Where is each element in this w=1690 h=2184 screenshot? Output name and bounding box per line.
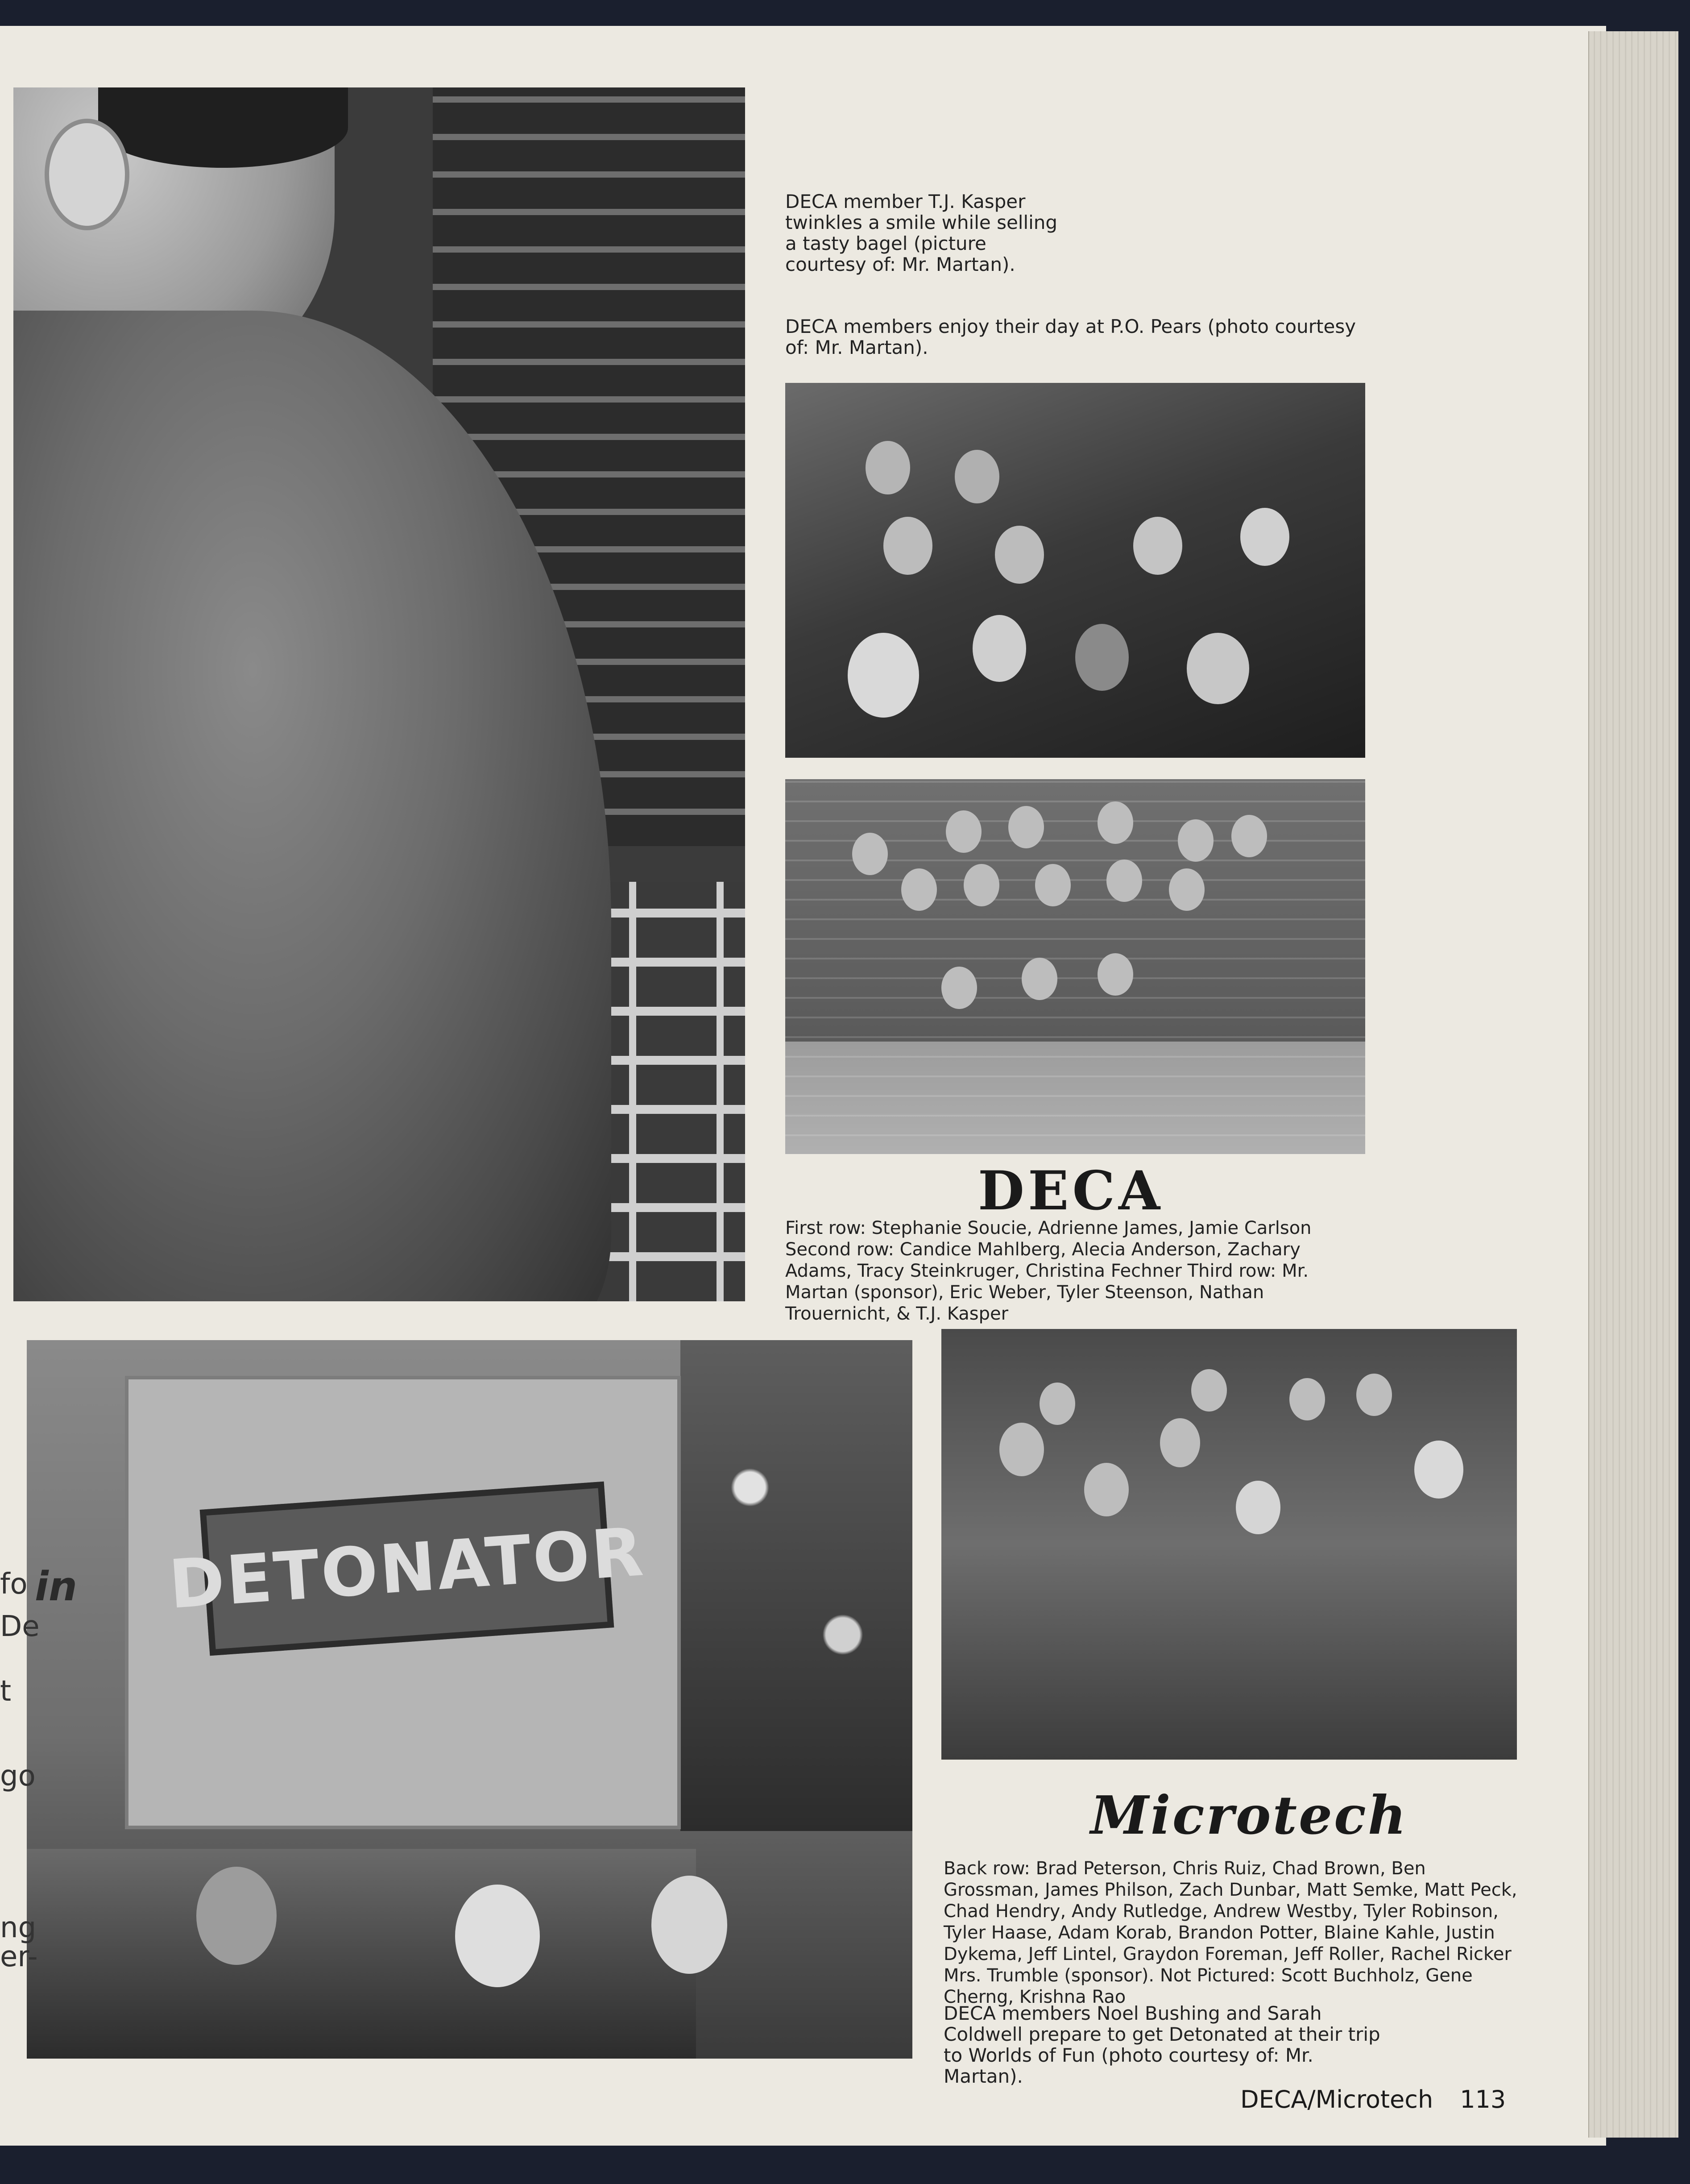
photo-face	[455, 1885, 540, 1987]
photo-face	[1035, 864, 1071, 906]
caption-detonated	[944, 2003, 1390, 2087]
folio-label: DECA/Microtech	[1240, 2085, 1433, 2113]
photo-face	[1106, 859, 1142, 902]
photo-face	[964, 864, 999, 906]
photo-face	[1236, 1481, 1280, 1534]
photo-face	[1084, 1463, 1129, 1516]
photo-face	[1098, 801, 1133, 844]
yearbook-page	[0, 26, 1606, 2146]
photo-po-pears-group	[785, 383, 1365, 758]
photo-face	[1008, 806, 1044, 848]
photo-detonator-ride	[27, 1340, 912, 2059]
bleed-text: De	[0, 1610, 40, 1643]
photo-face	[883, 517, 932, 575]
section-title-deca: DECA	[978, 1159, 1164, 1222]
caption-kasper-text: DECA member T.J. Kasper twinkles a smile while selling a tasty bagel (picture courtesy of: Mr. Martan).	[785, 191, 1058, 275]
page-folio	[1240, 2085, 1506, 2113]
photo-detonator-sign	[125, 1376, 681, 1829]
photo-face	[1022, 958, 1057, 1000]
roster-deca: First row: Stephanie Soucie, Adrienne James, Jamie Carlson Second row: Candice Mahlberg, Alecia Anderson, Zachary Adams, Tracy Steinkruger, Christina Fechner Third row: Mr. Martan (sponsor), Eric Weber, Tyler Steenson, Nathan Trouernicht, & T.J. Kasper	[785, 1218, 1312, 1324]
caption-pears	[785, 316, 1365, 358]
bleed-text: go	[0, 1760, 36, 1793]
photo-face	[955, 450, 999, 503]
photo-face	[866, 441, 910, 494]
photo-face	[1133, 517, 1182, 575]
photo-face	[852, 833, 888, 875]
photo-subject-hair	[98, 87, 348, 168]
photo-face	[1098, 953, 1133, 996]
photo-face	[973, 615, 1026, 682]
photo-face	[651, 1876, 727, 1974]
detonator-sign-text: DETONATOR	[166, 1513, 647, 1624]
photo-kasper-closeup	[13, 87, 745, 1301]
photo-face	[1240, 508, 1289, 566]
roster-microtech: Back row: Brad Peterson, Chris Ruiz, Chad Brown, Ben Grossman, James Philson, Zach Dunbar, Matt Semke, Matt Peck, Chad Hendry, Andy Rutledge, Andrew Westby, Tyler Robinson, Tyler Haase, Adam Korab, Brandon Potter, Blaine Kahle, Justin Dykema, Jeff Lintel, Graydon Foreman, Jeff Roller, Rachel Ricker Mrs. Trumble (sponsor). Not Pictured: Scott Buchholz, Gene Cherng, Krishna Rao	[944, 1858, 1517, 2007]
photo-face	[1289, 1378, 1325, 1420]
photo-subject-ear	[45, 119, 129, 230]
photo-face	[1191, 1369, 1227, 1412]
photo-face	[901, 868, 937, 911]
photo-face	[1414, 1441, 1463, 1499]
photo-face	[995, 526, 1044, 584]
page-number: 113	[1460, 2085, 1506, 2113]
book-page-edges	[1588, 31, 1678, 2138]
photo-face	[1187, 633, 1249, 704]
bleed-text-italic: in	[35, 1563, 77, 1610]
photo-face	[196, 1867, 277, 1965]
caption-detonated-text: DECA members Noel Bushing and Sarah Coldwell prepare to get Detonated at their trip to Worlds of Fun (photo courtesy of: Mr. Martan).	[944, 2002, 1380, 2087]
photo-face	[1231, 815, 1267, 857]
caption-kasper	[785, 191, 1062, 275]
photo-face	[941, 967, 977, 1009]
photo-microtech-group	[941, 1329, 1517, 1760]
photo-face	[1160, 1418, 1200, 1467]
photo-face	[1356, 1374, 1392, 1416]
photo-riders	[27, 1849, 696, 2059]
caption-pears-text: DECA members enjoy their day at P.O. Pears (photo courtesy of: Mr. Martan).	[785, 316, 1356, 358]
photo-face	[1075, 624, 1129, 691]
photo-face	[848, 633, 919, 718]
section-title-microtech: Microtech	[1090, 1784, 1408, 1846]
photo-face	[1169, 868, 1205, 911]
photo-trees	[680, 1340, 912, 1831]
bleed-text: fo	[0, 1568, 28, 1601]
bleed-text: er-	[0, 1940, 38, 1973]
photo-detonator-logo	[166, 1482, 647, 1656]
photo-face	[999, 1423, 1044, 1476]
bleed-text: t	[0, 1675, 12, 1708]
bleed-text: ng	[0, 1911, 37, 1944]
photo-deca-group	[785, 779, 1365, 1154]
photo-face	[946, 810, 982, 853]
photo-face	[1040, 1383, 1075, 1425]
photo-face	[1178, 819, 1214, 862]
